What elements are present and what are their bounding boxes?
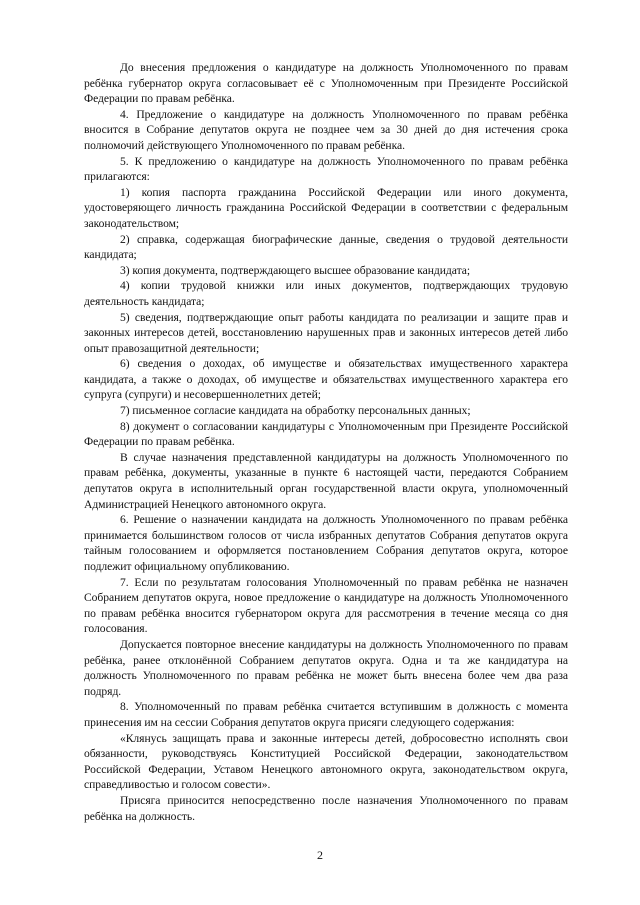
list-item: 1) копия паспорта гражданина Российской Федерации или иного документа, удостоверяющего личность гражданина Российской Федерации в соответствии с федеральным законодательством; [84,185,568,230]
list-item: 5) сведения, подтверждающие опыт работы кандидата по реализации и защите прав и законных интересов детей, восстановлению нарушенных прав и законных интересов детей либо опыт правозащитной деятельности; [84,310,568,355]
list-item: 4) копии трудовой книжки или иных документов, подтверждающих трудовую деятельность кандидата; [84,279,568,308]
paragraph: Присяга приносится непосредственно после назначения Уполномоченного по правам ребёнка на должность. [84,793,568,823]
document-body [84,60,568,824]
paragraph: До внесения предложения о кандидатуре на должность Уполномоченного по правам ребёнка губернатор округа согласовывает её с Уполномоченным при Президенте Российской Федерации по правам ребёнка. [84,61,568,106]
list-item: 2) справка, содержащая биографические данные, сведения о трудовой деятельности кандидата; [84,232,568,262]
paragraph: 6. Решение о назначении кандидата на должность Уполномоченного по правам ребёнка принимается большинством голосов от числа избранных депутатов Собрания депутатов округа тайным голосованием и оформляется постановлением Собрания депутатов округа, которое подлежит официальному опубликованию. [84,513,568,573]
paragraph: В случае назначения представленной кандидатуры на должность Уполномоченного по правам ребёнка, документы, указанные в пункте 6 настоящей части, передаются Собранием депутатов округа в исполнительный орган государственной власти округа, уполномоченный Администрацией Ненецкого автономного округа. [84,450,568,511]
list-item: 6) сведения о доходах, об имуществе и обязательствах имущественного характера кандидата, а также о доходах, об имуществе и обязательствах имущественного характера его супруга (супруги) и несовершеннолетних детей; [84,357,568,402]
paragraph: Допускается повторное внесение кандидатуры на должность Уполномоченного по правам ребёнка, ранее отклонённой Собранием депутатов округа. Одна и та же кандидатура на должность Уполномоченного по правам ребёнка не может быть внесена более чем два раза подряд. [84,637,568,698]
oath-text: «Клянусь защищать права и законные интересы детей, добросовестно исполнять свои обязанности, руководствуясь Конституцией Российской Федерации, законодательством Российской Федерации, Уставом Ненецкого автономного округа, законодательством округа, справедливостью и голосом совести». [84,731,568,792]
paragraph: 8. Уполномоченный по правам ребёнка считается вступившим в должность с момента принесения им на сессии Собрания депутатов округа присяги следующего содержания: [84,700,568,729]
paragraph: 7. Если по результатам голосования Уполномоченный по правам ребёнка не назначен Собранием депутатов округа, новое предложение о кандидатуре на должность Уполномоченного по правам ребёнка вносится губернатором округа для рассмотрения в течение месяца со дня голосования. [84,575,568,636]
list-item: 7) письменное согласие кандидата на обработку персональных данных; [120,404,471,418]
list-item: 3) копия документа, подтверждающего высшее образование кандидата; [120,263,470,277]
list-item: 8) документ о согласовании кандидатуры с Уполномоченным при Президенте Российской Федерации по правам ребёнка. [84,419,568,449]
page-number: 2 [317,848,323,862]
paragraph: 5. К предложению о кандидатуре на должность Уполномоченного по правам ребёнка прилагаются: [84,154,568,184]
paragraph: 4. Предложение о кандидатуре на должность Уполномоченного по правам ребёнка вносится в Собрание депутатов округа не позднее чем за 30 дней до дня истечения срока полномочий действующего Уполномоченного по правам ребёнка. [84,107,568,152]
